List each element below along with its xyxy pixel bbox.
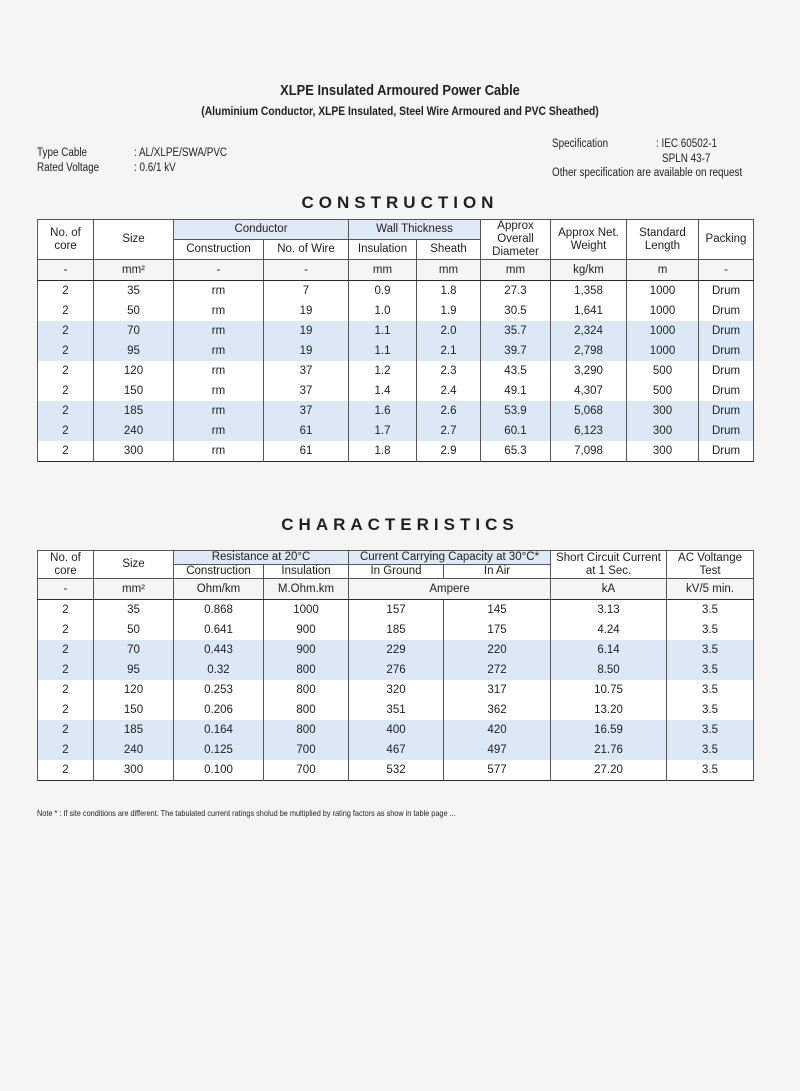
table-cell: 300 <box>94 760 174 781</box>
table-cell: 400 <box>349 720 444 740</box>
table-cell: 1.7 <box>349 421 417 441</box>
table-row <box>38 421 754 441</box>
table-cell: 1.6 <box>349 401 417 421</box>
header-resistance: Resistance at 20°C <box>174 551 349 565</box>
table-row <box>38 301 754 321</box>
table-cell: 272 <box>444 660 551 680</box>
table-cell: 900 <box>264 640 349 660</box>
header-ac-voltage: AC Voltange Test <box>667 551 754 579</box>
table-row <box>38 640 754 660</box>
table-cell: 2 <box>38 281 94 302</box>
table-cell: 3.5 <box>667 760 754 781</box>
unit-cell: kA <box>551 579 667 600</box>
table-cell: 6.14 <box>551 640 667 660</box>
table-cell: 1000 <box>627 321 699 341</box>
table-cell: 13.20 <box>551 700 667 720</box>
table-cell: 0.125 <box>174 740 264 760</box>
table-row <box>38 620 754 640</box>
table-cell: 120 <box>94 361 174 381</box>
table-cell: 3.5 <box>667 660 754 680</box>
table-cell: 2.6 <box>417 401 481 421</box>
table-cell: 1000 <box>627 341 699 361</box>
table-cell: 1,641 <box>551 301 627 321</box>
unit-cell: m <box>627 260 699 281</box>
table-cell: 300 <box>94 441 174 462</box>
table-cell: 0.868 <box>174 600 264 621</box>
footnote: Note * : If site conditions are different. The tabulated current ratings sholud be multiplied by rating factors as show in table page ... <box>37 808 456 818</box>
table-cell: 95 <box>94 660 174 680</box>
table-cell: 2.0 <box>417 321 481 341</box>
header-insulation: Insulation <box>349 240 417 260</box>
table-cell: 2.3 <box>417 361 481 381</box>
table-cell: rm <box>174 321 264 341</box>
header-in-ground: In Ground <box>349 565 444 579</box>
unit-cell: mm² <box>94 260 174 281</box>
header-no-of-core: No. of core <box>38 220 94 260</box>
table-cell: 27.20 <box>551 760 667 781</box>
table-cell: 4.24 <box>551 620 667 640</box>
table-cell: 4,307 <box>551 381 627 401</box>
unit-cell: mm <box>349 260 417 281</box>
unit-cell: - <box>38 579 94 600</box>
table-cell: 2.1 <box>417 341 481 361</box>
unit-cell: M.Ohm.km <box>264 579 349 600</box>
construction-table-body <box>38 281 754 462</box>
table-cell: 145 <box>444 600 551 621</box>
table-cell: 0.100 <box>174 760 264 781</box>
table-cell: 150 <box>94 700 174 720</box>
table-cell: 0.443 <box>174 640 264 660</box>
table-cell: 800 <box>264 720 349 740</box>
table-cell: 3.5 <box>667 680 754 700</box>
table-cell: 2 <box>38 620 94 640</box>
table-cell: 30.5 <box>481 301 551 321</box>
characteristics-table <box>37 550 754 781</box>
table-cell: 157 <box>349 600 444 621</box>
table-row <box>38 700 754 720</box>
table-cell: 3.5 <box>667 740 754 760</box>
table-cell: rm <box>174 421 264 441</box>
table-cell: 500 <box>627 361 699 381</box>
table-row <box>38 281 754 302</box>
table-row <box>38 740 754 760</box>
table-cell: 65.3 <box>481 441 551 462</box>
table-cell: Drum <box>699 341 754 361</box>
table-cell: 2 <box>38 321 94 341</box>
table-cell: rm <box>174 341 264 361</box>
table-cell: 362 <box>444 700 551 720</box>
table-cell: 3,290 <box>551 361 627 381</box>
table-cell: 175 <box>444 620 551 640</box>
table-cell: rm <box>174 361 264 381</box>
table-cell: 577 <box>444 760 551 781</box>
specification-note: Other specification are available on request <box>552 167 743 179</box>
type-cable-label: Type Cable <box>37 147 88 159</box>
units-row <box>38 579 754 600</box>
table-cell: 120 <box>94 680 174 700</box>
table-cell: 1.9 <box>417 301 481 321</box>
table-cell: 27.3 <box>481 281 551 302</box>
rated-voltage-value: : 0.6/1 kV <box>134 162 176 174</box>
table-cell: 3.5 <box>667 720 754 740</box>
table-cell: 35 <box>94 281 174 302</box>
table-row <box>38 361 754 381</box>
table-cell: 2 <box>38 361 94 381</box>
table-cell: 35.7 <box>481 321 551 341</box>
table-cell: 7,098 <box>551 441 627 462</box>
table-cell: Drum <box>699 421 754 441</box>
header-overall-diameter: Approx Overall Diameter <box>481 220 551 260</box>
header-in-air: In Air <box>444 565 551 579</box>
table-cell: 19 <box>264 301 349 321</box>
unit-cell: kg/km <box>551 260 627 281</box>
table-cell: 229 <box>349 640 444 660</box>
table-cell: rm <box>174 441 264 462</box>
table-cell: 185 <box>94 401 174 421</box>
table-row <box>38 321 754 341</box>
table-cell: 351 <box>349 700 444 720</box>
header-current-capacity: Current Carrying Capacity at 30°C* <box>349 551 551 565</box>
table-cell: 2 <box>38 760 94 781</box>
table-cell: 1,358 <box>551 281 627 302</box>
table-cell: 150 <box>94 381 174 401</box>
table-cell: 50 <box>94 301 174 321</box>
table-cell: 2 <box>38 680 94 700</box>
table-cell: Drum <box>699 321 754 341</box>
table-cell: 2 <box>38 700 94 720</box>
table-cell: 0.32 <box>174 660 264 680</box>
units-row <box>38 260 754 281</box>
table-cell: 300 <box>627 441 699 462</box>
table-cell: 2 <box>38 421 94 441</box>
table-cell: Drum <box>699 381 754 401</box>
table-cell: 2 <box>38 341 94 361</box>
table-cell: 1.0 <box>349 301 417 321</box>
construction-table <box>37 219 754 462</box>
specification-value-1: : IEC 60502-1 <box>656 138 718 150</box>
table-cell: 2,798 <box>551 341 627 361</box>
unit-cell: - <box>38 260 94 281</box>
table-cell: 2 <box>38 720 94 740</box>
table-cell: 900 <box>264 620 349 640</box>
table-cell: 21.76 <box>551 740 667 760</box>
header-no-of-wire: No. of Wire <box>264 240 349 260</box>
header-size: Size <box>94 220 174 260</box>
table-cell: 1.1 <box>349 341 417 361</box>
table-cell: rm <box>174 381 264 401</box>
table-cell: 3.5 <box>667 600 754 621</box>
table-cell: 1.8 <box>417 281 481 302</box>
table-cell: 220 <box>444 640 551 660</box>
header-conductor: Conductor <box>174 220 349 240</box>
table-cell: 2 <box>38 381 94 401</box>
table-cell: 61 <box>264 441 349 462</box>
table-cell: 240 <box>94 740 174 760</box>
table-cell: 0.9 <box>349 281 417 302</box>
header-net-weight: Approx Net. Weight <box>551 220 627 260</box>
table-cell: 240 <box>94 421 174 441</box>
header-sheath: Sheath <box>417 240 481 260</box>
table-cell: 10.75 <box>551 680 667 700</box>
table-cell: 43.5 <box>481 361 551 381</box>
table-cell: 1.8 <box>349 441 417 462</box>
table-cell: 0.253 <box>174 680 264 700</box>
table-cell: 7 <box>264 281 349 302</box>
table-cell: 19 <box>264 321 349 341</box>
table-cell: 2 <box>38 301 94 321</box>
table-cell: 1000 <box>264 600 349 621</box>
unit-cell: mm <box>481 260 551 281</box>
table-cell: 700 <box>264 760 349 781</box>
table-row <box>38 341 754 361</box>
table-cell: 3.5 <box>667 700 754 720</box>
table-row <box>38 381 754 401</box>
header-construction: Construction <box>174 565 264 579</box>
page-subtitle: (Aluminium Conductor, XLPE Insulated, Steel Wire Armoured and PVC Sheathed) <box>201 104 599 118</box>
table-cell: 61 <box>264 421 349 441</box>
table-cell: 8.50 <box>551 660 667 680</box>
table-cell: 317 <box>444 680 551 700</box>
table-cell: 1.1 <box>349 321 417 341</box>
header-no-of-core: No. of core <box>38 551 94 579</box>
table-cell: 300 <box>627 401 699 421</box>
table-cell: 420 <box>444 720 551 740</box>
table-row <box>38 760 754 781</box>
table-cell: 700 <box>264 740 349 760</box>
table-cell: 800 <box>264 680 349 700</box>
table-cell: 1.4 <box>349 381 417 401</box>
table-cell: 1000 <box>627 281 699 302</box>
construction-section-title: CONSTRUCTION <box>301 193 499 212</box>
table-cell: Drum <box>699 361 754 381</box>
unit-cell: kV/5 min. <box>667 579 754 600</box>
table-cell: Drum <box>699 281 754 302</box>
table-cell: 800 <box>264 700 349 720</box>
table-cell: 1.2 <box>349 361 417 381</box>
table-cell: rm <box>174 281 264 302</box>
table-cell: Drum <box>699 301 754 321</box>
table-row <box>38 401 754 421</box>
table-cell: 5,068 <box>551 401 627 421</box>
specification-label: Specification <box>552 138 609 150</box>
table-cell: 16.59 <box>551 720 667 740</box>
table-cell: 19 <box>264 341 349 361</box>
header-packing: Packing <box>699 220 754 260</box>
page-title: XLPE Insulated Armoured Power Cable <box>280 82 520 99</box>
table-cell: 2 <box>38 441 94 462</box>
unit-cell: - <box>174 260 264 281</box>
header-short-circuit: Short Circuit Current at 1 Sec. <box>551 551 667 579</box>
table-row <box>38 680 754 700</box>
table-cell: 39.7 <box>481 341 551 361</box>
unit-cell: mm² <box>94 579 174 600</box>
table-cell: 53.9 <box>481 401 551 421</box>
table-row <box>38 600 754 621</box>
table-cell: 2 <box>38 401 94 421</box>
unit-cell: - <box>264 260 349 281</box>
table-cell: 2 <box>38 660 94 680</box>
table-cell: 50 <box>94 620 174 640</box>
header-size: Size <box>94 551 174 579</box>
table-cell: 49.1 <box>481 381 551 401</box>
table-cell: 300 <box>627 421 699 441</box>
table-cell: Drum <box>699 441 754 462</box>
header-construction: Construction <box>174 240 264 260</box>
table-cell: 3.5 <box>667 640 754 660</box>
header-wall-thickness: Wall Thickness <box>349 220 481 240</box>
table-cell: rm <box>174 401 264 421</box>
table-cell: 2 <box>38 640 94 660</box>
table-row <box>38 441 754 462</box>
table-cell: 2.9 <box>417 441 481 462</box>
unit-cell: Ohm/km <box>174 579 264 600</box>
table-cell: 6,123 <box>551 421 627 441</box>
rated-voltage-label: Rated Voltage <box>37 162 100 174</box>
table-cell: 276 <box>349 660 444 680</box>
table-cell: 37 <box>264 381 349 401</box>
table-cell: 2.4 <box>417 381 481 401</box>
type-cable-value: : AL/XLPE/SWA/PVC <box>134 147 228 159</box>
characteristics-section-title: CHARACTERISTICS <box>281 515 519 534</box>
table-cell: 0.164 <box>174 720 264 740</box>
unit-cell: - <box>699 260 754 281</box>
header-standard-length: Standard Length <box>627 220 699 260</box>
table-cell: 532 <box>349 760 444 781</box>
table-cell: 467 <box>349 740 444 760</box>
table-cell: 800 <box>264 660 349 680</box>
unit-cell: mm <box>417 260 481 281</box>
table-cell: 500 <box>627 381 699 401</box>
table-cell: 60.1 <box>481 421 551 441</box>
table-cell: 95 <box>94 341 174 361</box>
table-cell: 185 <box>349 620 444 640</box>
table-cell: 185 <box>94 720 174 740</box>
table-cell: 2,324 <box>551 321 627 341</box>
table-cell: 2 <box>38 740 94 760</box>
table-cell: 37 <box>264 401 349 421</box>
table-cell: 2.7 <box>417 421 481 441</box>
header-insulation: Insulation <box>264 565 349 579</box>
table-cell: 35 <box>94 600 174 621</box>
table-cell: 2 <box>38 600 94 621</box>
table-cell: 3.13 <box>551 600 667 621</box>
table-row <box>38 720 754 740</box>
table-cell: 70 <box>94 321 174 341</box>
table-cell: 497 <box>444 740 551 760</box>
table-row <box>38 660 754 680</box>
table-cell: 3.5 <box>667 620 754 640</box>
table-cell: 70 <box>94 640 174 660</box>
table-cell: 320 <box>349 680 444 700</box>
unit-cell: Ampere <box>349 579 551 600</box>
table-cell: Drum <box>699 401 754 421</box>
characteristics-table-body <box>38 600 754 781</box>
specification-value-2: SPLN 43-7 <box>662 153 711 165</box>
table-cell: 37 <box>264 361 349 381</box>
table-cell: 1000 <box>627 301 699 321</box>
table-cell: rm <box>174 301 264 321</box>
table-cell: 0.206 <box>174 700 264 720</box>
table-cell: 0.641 <box>174 620 264 640</box>
